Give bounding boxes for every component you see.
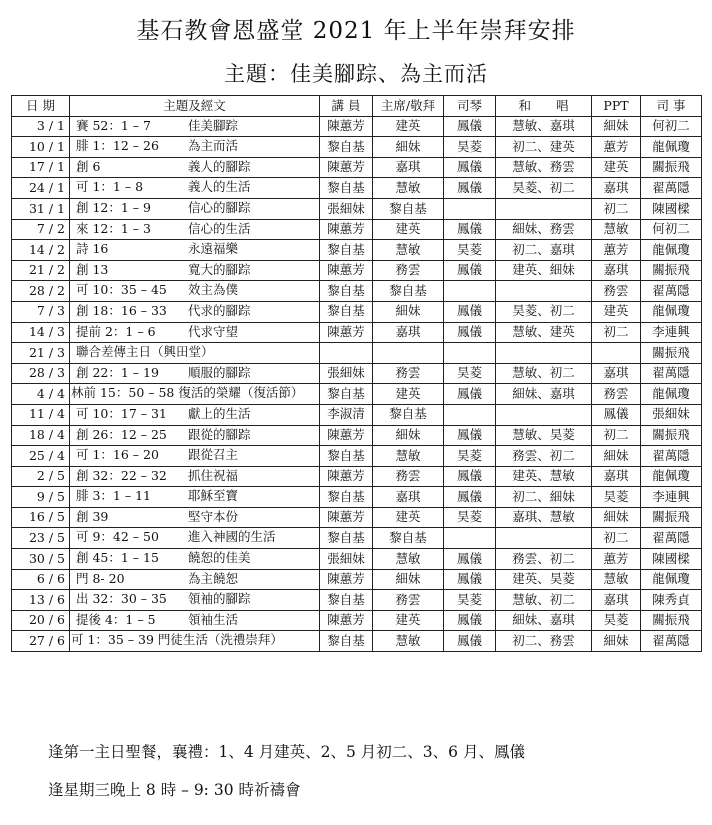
sermon-topic: 順服的腳踪 — [188, 364, 251, 380]
chair-cell: 細妹 — [373, 425, 444, 446]
ppt-cell: 慧敏 — [592, 219, 641, 240]
theme-cell — [70, 610, 320, 631]
theme-cell — [70, 343, 320, 364]
choir-cell: 細妹、嘉琪 — [496, 384, 592, 405]
ppt-cell: 細妹 — [592, 446, 641, 467]
chair-cell: 細妹 — [373, 569, 444, 590]
choir-cell: 務雲、初二 — [496, 549, 592, 570]
table-row — [12, 466, 702, 487]
piano-cell: 鳳儀 — [444, 466, 496, 487]
ppt-cell: 昊菱 — [592, 487, 641, 508]
speaker-cell: 黎自基 — [320, 240, 373, 261]
chair-cell: 黎自基 — [373, 281, 444, 302]
sermon-topic: 跟從的腳踪 — [188, 426, 251, 442]
theme-cell — [70, 425, 320, 446]
choir-cell: 建英、細妹 — [496, 260, 592, 281]
usher-cell: 龍佩瓊 — [641, 384, 702, 405]
theme-cell — [70, 281, 320, 302]
scripture-ref: 創 22：1 – 19 — [76, 364, 159, 380]
chair-cell: 慧敏 — [373, 549, 444, 570]
date-cell: 9 / 5 — [12, 487, 70, 508]
date-cell: 20 / 6 — [12, 610, 70, 631]
chair-cell: 嘉琪 — [373, 322, 444, 343]
chair-cell: 細妹 — [373, 301, 444, 322]
scripture-ref: 可 1：16 – 20 — [76, 447, 159, 463]
usher-cell: 陳秀貞 — [641, 590, 702, 611]
scripture-ref: 出 32：30 – 35 — [76, 591, 167, 607]
sermon-topic: 寬大的腳踪 — [188, 261, 251, 277]
speaker-cell: 黎自基 — [320, 487, 373, 508]
table-row — [12, 178, 702, 199]
chair-cell: 務雲 — [373, 260, 444, 281]
theme-cell — [70, 446, 320, 467]
scripture-ref: 提前 2：1 – 6 — [76, 323, 156, 339]
table-row — [12, 363, 702, 384]
piano-cell: 鳳儀 — [444, 631, 496, 652]
usher-cell: 關振飛 — [641, 157, 702, 178]
speaker-cell: 黎自基 — [320, 281, 373, 302]
theme-cell — [70, 590, 320, 611]
ppt-cell — [592, 343, 641, 364]
choir-cell: 務雲、初二 — [496, 446, 592, 467]
ppt-cell: 細妹 — [592, 116, 641, 137]
header-chair: 主席/敬拜 — [373, 96, 444, 117]
scripture-ref: 創 18：16 – 33 — [76, 302, 167, 318]
piano-cell: 昊菱 — [444, 507, 496, 528]
sermon-topic: 代求守望 — [188, 323, 239, 339]
speaker-cell: 黎自基 — [320, 384, 373, 405]
ppt-cell: 建英 — [592, 301, 641, 322]
table-row — [12, 404, 702, 425]
scripture-ref: 可 9：42 – 50 — [76, 529, 159, 545]
header-piano: 司琴 — [444, 96, 496, 117]
theme-cell — [70, 116, 320, 137]
ppt-cell: 初二 — [592, 198, 641, 219]
usher-cell: 陳國樑 — [641, 549, 702, 570]
speaker-cell: 黎自基 — [320, 528, 373, 549]
sermon-topic: 代求的腳踪 — [188, 302, 251, 318]
table-row — [12, 549, 702, 570]
date-cell: 18 / 4 — [12, 425, 70, 446]
choir-cell: 慧敏、初二 — [496, 363, 592, 384]
ppt-cell: 建英 — [592, 157, 641, 178]
sermon-topic: 佳美腳踪 — [188, 117, 239, 133]
table-row — [12, 301, 702, 322]
date-cell: 23 / 5 — [12, 528, 70, 549]
table-row — [12, 343, 702, 364]
chair-cell — [373, 343, 444, 364]
table-row — [12, 322, 702, 343]
theme-cell — [70, 137, 320, 158]
choir-cell: 建英、昊菱 — [496, 569, 592, 590]
table-row — [12, 240, 702, 261]
theme-cell — [70, 240, 320, 261]
ppt-cell: 初二 — [592, 322, 641, 343]
sermon-topic: 堅守本份 — [188, 508, 239, 524]
piano-cell: 鳳儀 — [444, 219, 496, 240]
scripture-ref: 可 10：17 – 31 — [76, 405, 167, 421]
piano-cell — [444, 281, 496, 302]
chair-cell: 黎自基 — [373, 528, 444, 549]
usher-cell: 翟萬隱 — [641, 446, 702, 467]
date-cell: 6 / 6 — [12, 569, 70, 590]
theme-cell — [70, 219, 320, 240]
usher-cell: 翟萬隱 — [641, 178, 702, 199]
date-cell: 21 / 2 — [12, 260, 70, 281]
theme-cell — [70, 507, 320, 528]
header-usher: 司 事 — [641, 96, 702, 117]
piano-cell — [444, 198, 496, 219]
sermon-topic: 信心的腳踪 — [188, 199, 251, 215]
ppt-cell: 蕙芳 — [592, 137, 641, 158]
speaker-cell: 陳蕙芳 — [320, 116, 373, 137]
table-row — [12, 198, 702, 219]
ppt-cell: 嘉琪 — [592, 178, 641, 199]
piano-cell: 昊菱 — [444, 137, 496, 158]
sermon-topic: 獻上的生活 — [188, 405, 251, 421]
choir-cell: 嘉琪、慧敏 — [496, 507, 592, 528]
table-row — [12, 116, 702, 137]
scripture-ref: 詩 16 — [76, 241, 109, 257]
table-row — [12, 528, 702, 549]
speaker-cell: 黎自基 — [320, 631, 373, 652]
ppt-cell: 初二 — [592, 528, 641, 549]
schedule-table — [11, 95, 702, 652]
table-row — [12, 569, 702, 590]
piano-cell: 鳳儀 — [444, 116, 496, 137]
date-cell: 25 / 4 — [12, 446, 70, 467]
table-row — [12, 590, 702, 611]
table-row — [12, 507, 702, 528]
scripture-ref: 創 26：12 – 25 — [76, 426, 167, 442]
chair-cell: 務雲 — [373, 466, 444, 487]
usher-cell: 翟萬隱 — [641, 363, 702, 384]
theme-cell — [70, 363, 320, 384]
sermon-topic: 進入神國的生活 — [188, 529, 276, 545]
scripture-ref: 腓 3：1 – 11 — [76, 488, 151, 504]
choir-cell — [496, 404, 592, 425]
piano-cell: 鳳儀 — [444, 384, 496, 405]
date-cell: 14 / 3 — [12, 322, 70, 343]
date-cell: 21 / 3 — [12, 343, 70, 364]
speaker-cell: 陳蕙芳 — [320, 610, 373, 631]
theme-cell — [70, 466, 320, 487]
piano-cell: 鳳儀 — [444, 487, 496, 508]
speaker-cell: 張細妹 — [320, 549, 373, 570]
scripture-ref: 創 39 — [76, 508, 109, 524]
speaker-cell: 黎自基 — [320, 137, 373, 158]
usher-cell: 龍佩瓊 — [641, 240, 702, 261]
sermon-topic: 領袖的腳踪 — [188, 591, 251, 607]
theme-cell — [70, 301, 320, 322]
scripture-ref: 可 1：1 – 8 — [76, 179, 144, 195]
speaker-cell: 陳蕙芳 — [320, 219, 373, 240]
theme-cell — [70, 178, 320, 199]
scripture-ref: 來 12：1 – 3 — [76, 220, 151, 236]
ppt-cell: 昊菱 — [592, 610, 641, 631]
speaker-cell: 陳蕙芳 — [320, 260, 373, 281]
choir-cell: 昊菱、初二 — [496, 301, 592, 322]
scripture-ref: 門 8- 20 — [76, 570, 125, 586]
page-subtitle: 主題：佳美腳踪、為主而活 — [224, 62, 488, 86]
theme-text: 聯合差傳主日（興田堂） — [76, 344, 214, 360]
piano-cell — [444, 343, 496, 364]
sermon-topic: 饒恕的佳美 — [188, 550, 251, 566]
theme-cell — [70, 631, 320, 652]
speaker-cell: 黎自基 — [320, 446, 373, 467]
usher-cell: 關振飛 — [641, 610, 702, 631]
usher-cell: 龍佩瓊 — [641, 569, 702, 590]
page-title: 基石教會恩盛堂 2021 年上半年崇拜安排 — [136, 18, 576, 44]
chair-cell: 建英 — [373, 384, 444, 405]
scripture-ref: 創 12：1 – 9 — [76, 199, 151, 215]
piano-cell: 昊菱 — [444, 240, 496, 261]
date-cell: 11 / 4 — [12, 404, 70, 425]
theme-cell — [70, 384, 320, 405]
header-date: 日 期 — [12, 96, 70, 117]
speaker-cell: 陳蕙芳 — [320, 507, 373, 528]
ppt-cell: 嘉琪 — [592, 466, 641, 487]
scripture-ref: 可 10：35 – 45 — [76, 282, 167, 298]
scripture-ref: 創 45：1 – 15 — [76, 550, 159, 566]
chair-cell: 務雲 — [373, 590, 444, 611]
piano-cell: 鳳儀 — [444, 157, 496, 178]
ppt-cell: 蕙芳 — [592, 549, 641, 570]
ppt-cell: 嘉琪 — [592, 363, 641, 384]
choir-cell: 慧敏、初二 — [496, 590, 592, 611]
sermon-topic: 領袖生活 — [188, 611, 239, 627]
usher-cell: 龍佩瓊 — [641, 137, 702, 158]
ppt-cell: 慧敏 — [592, 569, 641, 590]
scripture-ref: 提後 4：1 – 5 — [76, 611, 156, 627]
date-cell: 31 / 1 — [12, 198, 70, 219]
header-speaker: 講 員 — [320, 96, 373, 117]
choir-cell — [496, 528, 592, 549]
date-cell: 7 / 2 — [12, 219, 70, 240]
date-cell: 24 / 1 — [12, 178, 70, 199]
sermon-topic: 義人的腳踪 — [188, 158, 251, 174]
speaker-cell: 陳蕙芳 — [320, 569, 373, 590]
choir-cell — [496, 198, 592, 219]
speaker-cell: 黎自基 — [320, 178, 373, 199]
choir-cell: 初二、務雲 — [496, 631, 592, 652]
ppt-cell: 務雲 — [592, 384, 641, 405]
usher-cell: 關振飛 — [641, 507, 702, 528]
date-cell: 30 / 5 — [12, 549, 70, 570]
choir-cell: 初二、建英 — [496, 137, 592, 158]
sermon-topic: 永遠福樂 — [188, 241, 239, 257]
sermon-topic: 抓住祝福 — [188, 467, 239, 483]
table-row — [12, 137, 702, 158]
date-cell: 10 / 1 — [12, 137, 70, 158]
ppt-cell: 蕙芳 — [592, 240, 641, 261]
theme-cell — [70, 322, 320, 343]
usher-cell: 何初二 — [641, 219, 702, 240]
choir-cell: 初二、細妹 — [496, 487, 592, 508]
piano-cell: 鳳儀 — [444, 610, 496, 631]
usher-cell: 翟萬隱 — [641, 631, 702, 652]
sermon-topic: 為主饒恕 — [188, 570, 239, 586]
ppt-cell: 細妹 — [592, 507, 641, 528]
choir-cell: 細妹、務雲 — [496, 219, 592, 240]
table-row — [12, 260, 702, 281]
theme-cell — [70, 487, 320, 508]
theme-cell — [70, 404, 320, 425]
scripture-ref: 創 6 — [76, 158, 101, 174]
chair-cell: 建英 — [373, 219, 444, 240]
date-cell: 27 / 6 — [12, 631, 70, 652]
theme-cell — [70, 569, 320, 590]
usher-cell: 關振飛 — [641, 343, 702, 364]
speaker-cell: 李淑清 — [320, 404, 373, 425]
piano-cell — [444, 528, 496, 549]
chair-cell: 黎自基 — [373, 404, 444, 425]
scripture-ref: 創 32：22 – 32 — [76, 467, 167, 483]
scripture-ref: 創 13 — [76, 261, 109, 277]
usher-cell: 關振飛 — [641, 425, 702, 446]
piano-cell: 鳳儀 — [444, 178, 496, 199]
piano-cell: 鳳儀 — [444, 549, 496, 570]
speaker-cell — [320, 343, 373, 364]
piano-cell: 鳳儀 — [444, 322, 496, 343]
sermon-topic: 義人的生活 — [188, 179, 251, 195]
sermon-topic: 為主而活 — [188, 138, 239, 154]
chair-cell: 黎自基 — [373, 198, 444, 219]
choir-cell: 昊菱、初二 — [496, 178, 592, 199]
communion-note: 逢第一主日聖餐，襄禮：1、4 月建英、2、5 月初二、3、6 月、鳳儀 — [48, 743, 525, 761]
usher-cell: 何初二 — [641, 116, 702, 137]
table-row — [12, 157, 702, 178]
date-cell: 28 / 3 — [12, 363, 70, 384]
usher-cell: 張細妹 — [641, 404, 702, 425]
scripture-ref: 賽 52：1 – 7 — [76, 117, 151, 133]
chair-cell: 慧敏 — [373, 446, 444, 467]
date-cell: 28 / 2 — [12, 281, 70, 302]
ppt-cell: 鳳儀 — [592, 404, 641, 425]
choir-cell: 初二、嘉琪 — [496, 240, 592, 261]
speaker-cell: 黎自基 — [320, 301, 373, 322]
piano-cell: 鳳儀 — [444, 425, 496, 446]
table-row — [12, 631, 702, 652]
ppt-cell: 初二 — [592, 425, 641, 446]
date-cell: 17 / 1 — [12, 157, 70, 178]
usher-cell: 陳國樑 — [641, 198, 702, 219]
usher-cell: 龍佩瓊 — [641, 466, 702, 487]
header-theme: 主題及經文 — [70, 96, 320, 117]
choir-cell: 建英、慧敏 — [496, 466, 592, 487]
usher-cell: 李連興 — [641, 322, 702, 343]
choir-cell: 慧敏、建英 — [496, 322, 592, 343]
chair-cell: 慧敏 — [373, 178, 444, 199]
ppt-cell: 嘉琪 — [592, 590, 641, 611]
speaker-cell: 張細妹 — [320, 363, 373, 384]
date-cell: 2 / 5 — [12, 466, 70, 487]
table-row — [12, 219, 702, 240]
header-ppt: PPT — [592, 96, 641, 117]
ppt-cell: 嘉琪 — [592, 260, 641, 281]
ppt-cell: 務雲 — [592, 281, 641, 302]
theme-cell — [70, 198, 320, 219]
schedule-body — [12, 116, 702, 651]
speaker-cell: 張細妹 — [320, 198, 373, 219]
piano-cell: 昊菱 — [444, 363, 496, 384]
table-row — [12, 446, 702, 467]
theme-text: 林前 15：50 – 58 復活的榮耀（復活節） — [71, 385, 304, 401]
table-row — [12, 610, 702, 631]
theme-cell — [70, 528, 320, 549]
chair-cell: 務雲 — [373, 363, 444, 384]
sermon-topic: 跟從召主 — [188, 447, 239, 463]
sermon-topic: 信心的生活 — [188, 220, 251, 236]
usher-cell: 龍佩瓊 — [641, 301, 702, 322]
speaker-cell: 陳蕙芳 — [320, 466, 373, 487]
prayer-meeting-note: 逢星期三晚上 8 時 – 9: 30 時祈禱會 — [48, 781, 301, 799]
usher-cell: 翟萬隱 — [641, 528, 702, 549]
header-choir: 和 唱 — [496, 96, 592, 117]
sermon-topic: 耶穌至寶 — [188, 488, 239, 504]
chair-cell: 細妹 — [373, 137, 444, 158]
speaker-cell: 陳蕙芳 — [320, 157, 373, 178]
piano-cell — [444, 404, 496, 425]
ppt-cell: 細妹 — [592, 631, 641, 652]
chair-cell: 嘉琪 — [373, 157, 444, 178]
piano-cell: 鳳儀 — [444, 260, 496, 281]
table-row — [12, 487, 702, 508]
choir-cell: 慧敏、務雲 — [496, 157, 592, 178]
choir-cell: 慧敏、嘉琪 — [496, 116, 592, 137]
choir-cell — [496, 281, 592, 302]
theme-cell — [70, 549, 320, 570]
date-cell: 7 / 3 — [12, 301, 70, 322]
choir-cell: 慧敏、昊菱 — [496, 425, 592, 446]
date-cell: 3 / 1 — [12, 116, 70, 137]
chair-cell: 建英 — [373, 610, 444, 631]
chair-cell: 建英 — [373, 507, 444, 528]
theme-cell — [70, 157, 320, 178]
speaker-cell: 陳蕙芳 — [320, 425, 373, 446]
table-row — [12, 384, 702, 405]
piano-cell: 鳳儀 — [444, 569, 496, 590]
date-cell: 14 / 2 — [12, 240, 70, 261]
chair-cell: 嘉琪 — [373, 487, 444, 508]
chair-cell: 慧敏 — [373, 240, 444, 261]
date-cell: 16 / 5 — [12, 507, 70, 528]
theme-text: 可 1：35 – 39 門徒生活（洗禮崇拜） — [71, 632, 283, 648]
table-row — [12, 281, 702, 302]
piano-cell: 昊菱 — [444, 446, 496, 467]
scripture-ref: 腓 1：12 – 26 — [76, 138, 159, 154]
usher-cell: 李連興 — [641, 487, 702, 508]
header-row — [12, 96, 702, 117]
speaker-cell: 黎自基 — [320, 590, 373, 611]
piano-cell: 昊菱 — [444, 590, 496, 611]
usher-cell: 翟萬隱 — [641, 281, 702, 302]
choir-cell — [496, 343, 592, 364]
theme-cell — [70, 260, 320, 281]
chair-cell: 建英 — [373, 116, 444, 137]
piano-cell: 鳳儀 — [444, 301, 496, 322]
chair-cell: 慧敏 — [373, 631, 444, 652]
date-cell: 4 / 4 — [12, 384, 70, 405]
usher-cell: 關振飛 — [641, 260, 702, 281]
table-row — [12, 425, 702, 446]
sermon-topic: 效主為僕 — [188, 282, 239, 298]
speaker-cell: 陳蕙芳 — [320, 322, 373, 343]
date-cell: 13 / 6 — [12, 590, 70, 611]
choir-cell: 細妹、嘉琪 — [496, 610, 592, 631]
